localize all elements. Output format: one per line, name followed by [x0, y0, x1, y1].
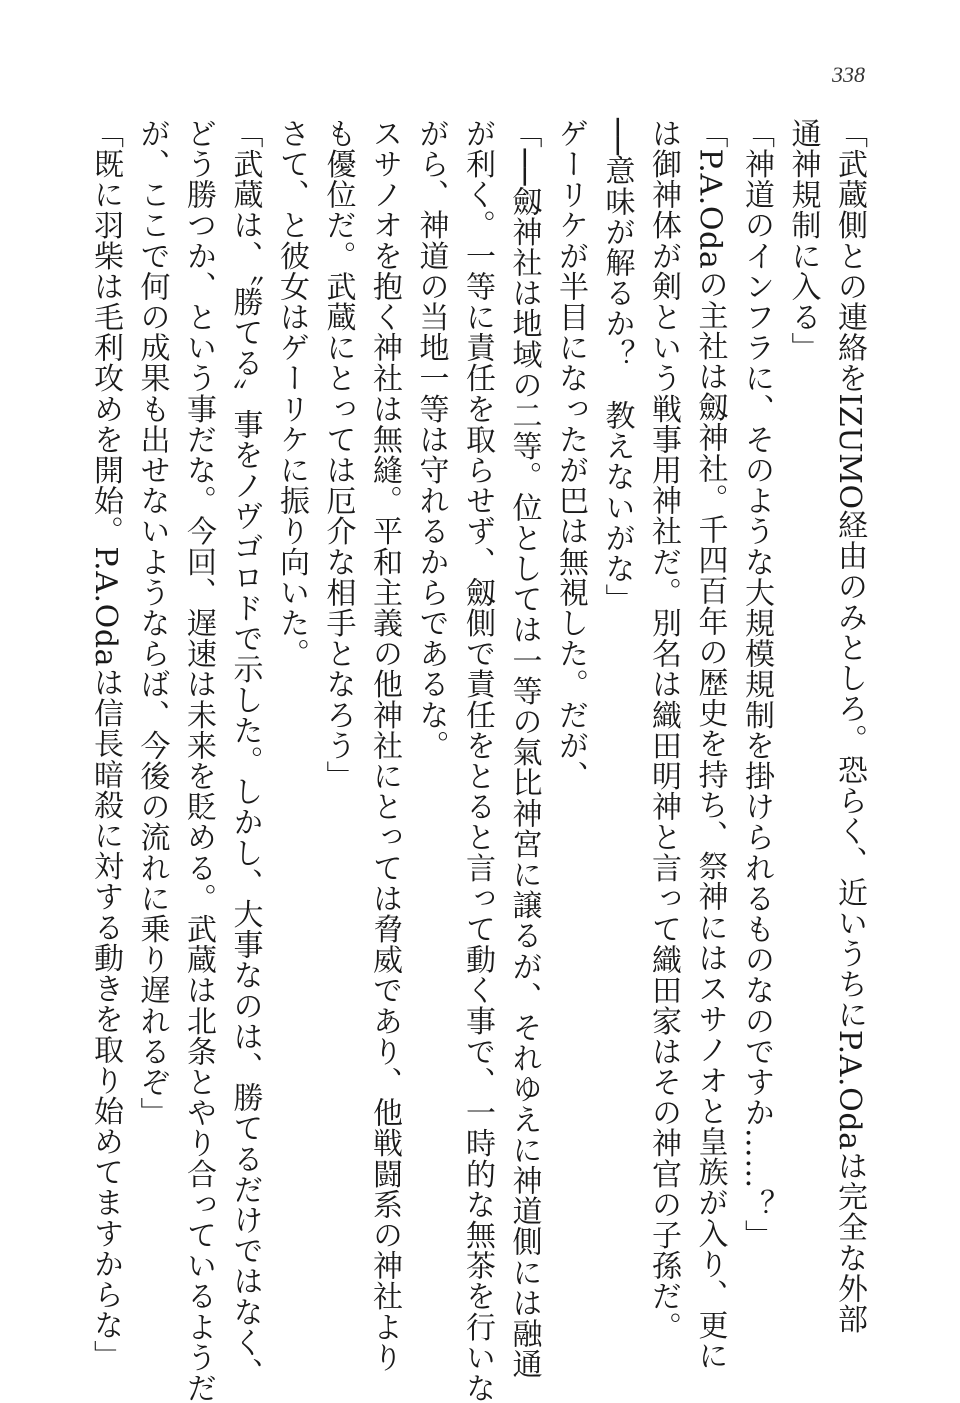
text-line: は御神体が剣という戦事用神社だ。別名は織田明神と言って織田家はその神官の子孫だ。: [646, 118, 681, 1342]
text-line: 通神規制に入る」: [785, 118, 821, 363]
text-line: 「──劔神社は地域の二等。位としては一等の氣比神宮に譲るが、それゆえに神道側には融通: [506, 118, 542, 1380]
page-number: 338: [832, 62, 865, 87]
text-line: ──意味が解るか？ 教えないがな」: [599, 118, 635, 615]
text-line: スサノオを抱く神社は無縫。平和主義の他神社にとっては脅威であり、他戦闘系の神社より: [367, 118, 402, 1373]
text-line: 「P.A.Odaの主社は劔神社。千四百年の歴史を持ち、祭神にはスサノオと皇族が入り、更に: [692, 118, 728, 1371]
text-line: も優位だ。武蔵にとっては厄介な相手となろう」: [320, 118, 356, 792]
text-line: 「武蔵側との連絡をIZUMO経由のみとしろ。恐らく、近いうちにP.A.Odaは完全な外部: [832, 118, 867, 1335]
text-line: がら、神道の当地一等は守れるからであるな。: [413, 118, 449, 761]
text-line: どう勝つか、という事だな。今回、遅速は未来を貶める。武蔵は北条とやり合っているようだ: [181, 118, 216, 1403]
text-line: が、ここで何の成果も出せないようならば、今後の流れに乗り遅れるぞ」: [134, 118, 170, 1128]
text-line: 「神道のインフラに、そのような大規模規制を掛けられるものなのですか……？」: [739, 118, 774, 1251]
text-line: さて、と彼女はゲーリケに振り向いた。: [274, 118, 309, 669]
text-line: 「武蔵は、〝勝てる〟事をノヴゴロドで示した。しかし、大事なのは、勝てるだけではなく、: [227, 118, 263, 1389]
text-line: が利く。一等に責任を取らせず、劔側で責任をとると言って動く事で、一時的な無茶を行いな: [460, 118, 495, 1403]
text-line: 「既に羽柴は毛利攻めを開始。P.A.Odaは信長暗殺に対する動きを取り始めてますからな」: [88, 118, 123, 1371]
text-line: ゲーリケが半目になったが巴は無視した。だが、: [553, 118, 588, 792]
novel-text-body: [82, 118, 872, 1403]
